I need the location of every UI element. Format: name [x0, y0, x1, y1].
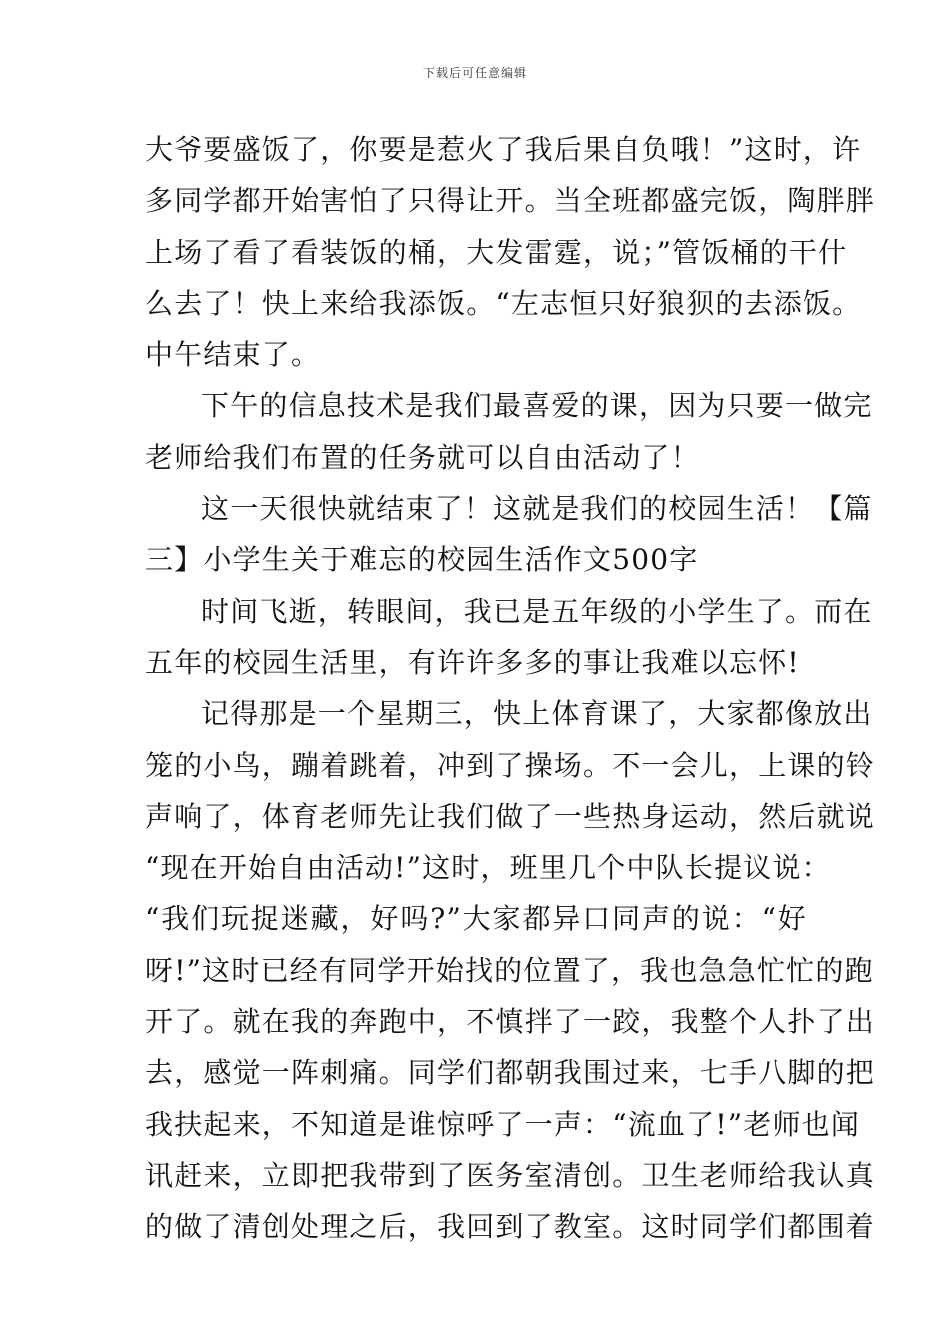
text-line: 中午结束了。 — [145, 338, 321, 372]
text-line: 老师给我们布置的任务就可以自由活动了！ — [145, 440, 700, 474]
text-line: 么去了！快上来给我添饭。“左志恒只好狼狈的去添饭。 — [145, 286, 862, 320]
text-line: 讯赶来，立即把我带到了医务室清创。卫生老师给我认真 — [145, 1158, 876, 1192]
text-line: 时间飞逝，转眼间，我已是五年级的小学生了。而在 — [201, 594, 873, 628]
text-line: 三】小学生关于难忘的校园生活作文500字 — [145, 543, 699, 577]
text-line: 开了。就在我的奔跑中，不慎拌了一跤，我整个人扑了出 — [145, 1005, 876, 1039]
text-line: 声响了，体育老师先让我们做了一些热身运动，然后就说 — [145, 799, 876, 833]
text-line: 笼的小鸟，蹦着跳着，冲到了操场。不一会儿，上课的铃 — [145, 748, 876, 782]
text-line: 记得那是一个星期三，快上体育课了，大家都像放出 — [201, 697, 873, 731]
text-line: 上场了看了看装饭的桶，大发雷霆，说；”管饭桶的干什 — [145, 235, 848, 269]
text-line: 我扶起来，不知道是谁惊呼了一声：“流血了!”老师也闻 — [145, 1107, 861, 1141]
text-line: “我们玩捉迷藏，好吗?”大家都异口同声的说：“好 — [145, 902, 807, 936]
text-line: 这一天很快就结束了！这就是我们的校园生活！【篇 — [201, 492, 873, 526]
text-line: 大爷要盛饭了，你要是惹火了我后果自负哦！”这时，许 — [145, 133, 862, 166]
page-header: 下载后可任意编辑 — [422, 66, 527, 80]
text-line: 下午的信息技术是我们最喜爱的课，因为只要一做完 — [201, 389, 873, 423]
text-line: “现在开始自由活动!”这时，班里几个中队长提议说： — [145, 851, 831, 885]
text-line: 五年的校园生活里，有许许多多的事让我难以忘怀! — [145, 645, 800, 679]
text-line: 多同学都开始害怕了只得让开。当全班都盛完饭，陶胖胖 — [145, 184, 876, 218]
text-line: 呀!”这时已经有同学开始找的位置了，我也急急忙忙的跑 — [145, 953, 874, 987]
text-line: 的做了清创处理之后，我回到了教室。这时同学们都围着 — [145, 1210, 876, 1244]
text-line: 去，感觉一阵刺痛。同学们都朝我围过来，七手八脚的把 — [145, 1056, 876, 1090]
body-text — [145, 124, 876, 1253]
